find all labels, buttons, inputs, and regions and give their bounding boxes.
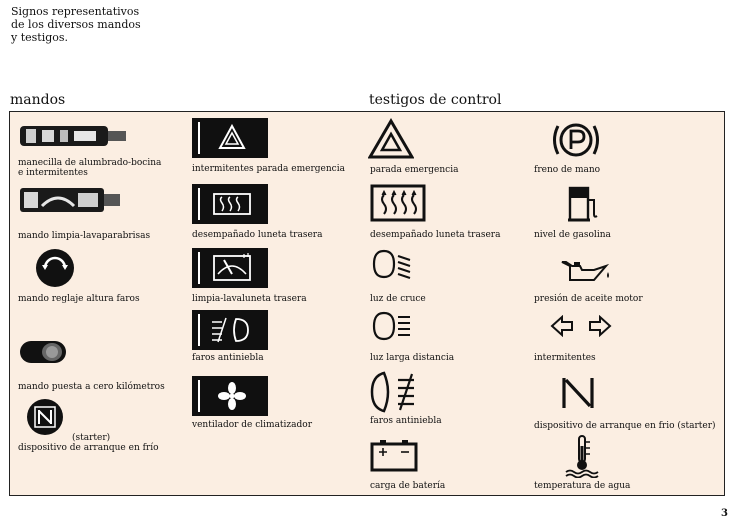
switch-label-2: desempañado luneta trasera [192, 230, 323, 240]
testigo-right-label-1: freno de mano [534, 165, 601, 175]
switch-label-1: intermitentes parada emergencia [192, 164, 345, 174]
oil-can-icon [558, 256, 612, 284]
fog-lamp-warning-icon [370, 370, 422, 414]
rear-defrost-switch-icon [192, 184, 268, 224]
testigo-left-label-3: luz de cruce [370, 294, 426, 304]
fuel-pump-icon [566, 184, 600, 224]
testigo-left-label-1: parada emergencia [370, 165, 459, 175]
wiper-washer-stalk-icon [18, 184, 122, 216]
testigo-right-label-6: temperatura de agua [534, 481, 631, 491]
trip-reset-knob-icon [18, 338, 68, 366]
testigo-left-label-6: carga de batería [370, 481, 446, 491]
battery-icon [370, 438, 418, 472]
parking-brake-icon [548, 118, 604, 162]
testigo-left-label-4: luz larga distancia [370, 353, 455, 363]
mando-label-4: mando puesta a cero kilómetros [18, 382, 165, 392]
hazard-warning-icon [368, 118, 414, 160]
rear-wiper-switch-icon [192, 248, 268, 288]
fog-lamp-switch-icon [192, 310, 268, 350]
testigo-left-label-5: faros antiniebla [370, 416, 442, 426]
testigo-right-label-3: presión de aceite motor [534, 294, 643, 304]
headlamp-height-knob-icon [34, 248, 76, 288]
page-number: 3 [721, 508, 728, 519]
choke-warning-icon [558, 374, 598, 412]
testigo-right-label-2: nivel de gasolina [534, 230, 611, 240]
intro-text: Signos representativos de los diversos mandos y testigos. [11, 5, 141, 44]
mando-label-3: mando reglaje altura faros [18, 294, 140, 304]
switch-label-4: faros antiniebla [192, 353, 264, 363]
high-beam-icon [370, 310, 414, 342]
heading-testigos: testigos de control [369, 92, 502, 108]
mando-label-1: manecilla de alumbrado-bocina e intermitentes [18, 158, 162, 178]
rear-defrost-warning-icon [370, 184, 426, 222]
turn-signal-arrows-icon [550, 315, 612, 337]
lighting-horn-stalk-icon [18, 120, 128, 152]
choke-starter-note: (starter) [72, 433, 111, 443]
testigo-right-label-5: dispositivo de arranque en frio (starter) [534, 421, 716, 431]
mando-label-5: dispositivo de arranque en frío [18, 443, 159, 453]
testigo-right-label-4: intermitentes [534, 353, 596, 363]
mando-label-2: mando limpia-lavaparabrisas [18, 231, 151, 241]
switch-label-5: ventilador de climatizador [192, 420, 313, 430]
coolant-temperature-icon [562, 434, 602, 478]
low-beam-icon [370, 248, 414, 280]
testigo-left-label-2: desempañado luneta trasera [370, 230, 501, 240]
symbols-panel [9, 111, 725, 496]
fan-switch-icon [192, 376, 268, 416]
hazard-switch-icon [192, 118, 268, 158]
choke-knob-icon [24, 398, 66, 436]
switch-label-3: limpia-lavaluneta trasera [192, 294, 307, 304]
heading-mandos: mandos [10, 92, 66, 108]
